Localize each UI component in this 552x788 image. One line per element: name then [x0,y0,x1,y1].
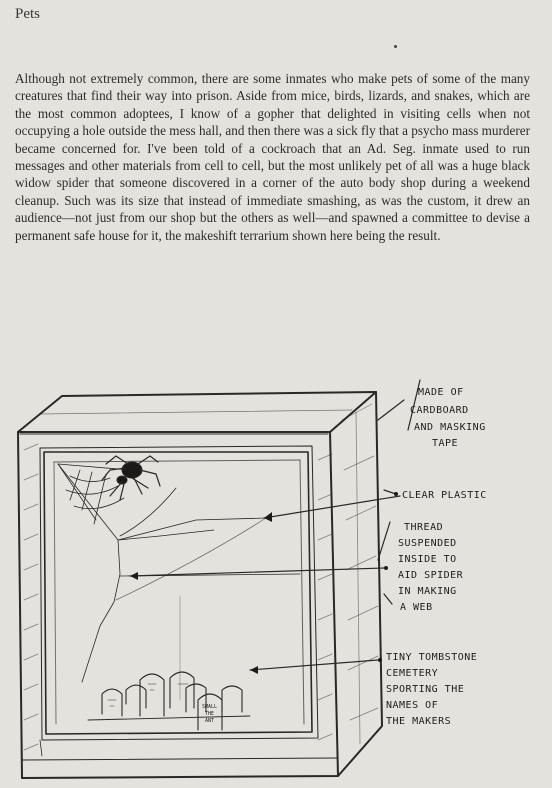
annotation-tombstone [386,652,477,727]
svg-text:SUSPENDED: SUSPENDED [398,538,457,549]
svg-text:CLEAR PLASTIC: CLEAR PLASTIC [402,490,487,501]
svg-text:TINY TOMBSTONE: TINY TOMBSTONE [386,652,478,663]
svg-text:THE MAKERS: THE MAKERS [386,716,452,727]
annotation-thread [398,522,464,613]
annotation-cardboard [410,387,486,449]
svg-text:AND MASKING: AND MASKING [414,422,486,433]
svg-text:AID SPIDER: AID SPIDER [398,570,464,581]
body-paragraph: Although not extremely common, there are some inmates who make pets of some of the many creatures that find their way into prison. Aside from mice, birds, lizards, and snakes, which are the most common adoptees, I know of a gopher that delighted in visiting cells when not occupying a hole outside the mess hall, and then there was a sick fly that a psycho mass murderer became concerned for. I've been told of a cockroach that an Ad. Seg. inmate used to run messages and other materials from cell to cell, but the most unlikely pet of all was a huge black widow spider that someone discovered in a corner of the auto body shop during a weekend cleanup. Such was its size that instead of immediate smashing, as was the custom, it drew an audience—not just from our shop but the others as well—and spawned a committee to devise a permanent safe house for it, the makeshift terrarium shown here being the result. [15,71,530,243]
svg-text:A WEB: A WEB [400,602,433,613]
svg-text:INSIDE TO: INSIDE TO [398,554,457,565]
svg-text:ANT: ANT [205,718,215,724]
annotation-clear-plastic [402,490,487,501]
svg-text:CEMETERY: CEMETERY [386,668,439,679]
tombstone-inscription [202,704,217,724]
svg-text:THE: THE [205,711,215,717]
svg-text:IN MAKING: IN MAKING [398,586,457,597]
svg-text:MADE OF: MADE OF [418,387,464,398]
svg-text:SPORTING THE: SPORTING THE [386,684,465,695]
svg-text:CARDBOARD: CARDBOARD [410,405,469,416]
svg-text:SMALL: SMALL [202,704,218,710]
page-title: Pets [15,6,41,22]
svg-text:TAPE: TAPE [432,438,459,449]
svg-text:NAMES OF: NAMES OF [386,700,439,711]
svg-text:THREAD: THREAD [404,522,444,533]
